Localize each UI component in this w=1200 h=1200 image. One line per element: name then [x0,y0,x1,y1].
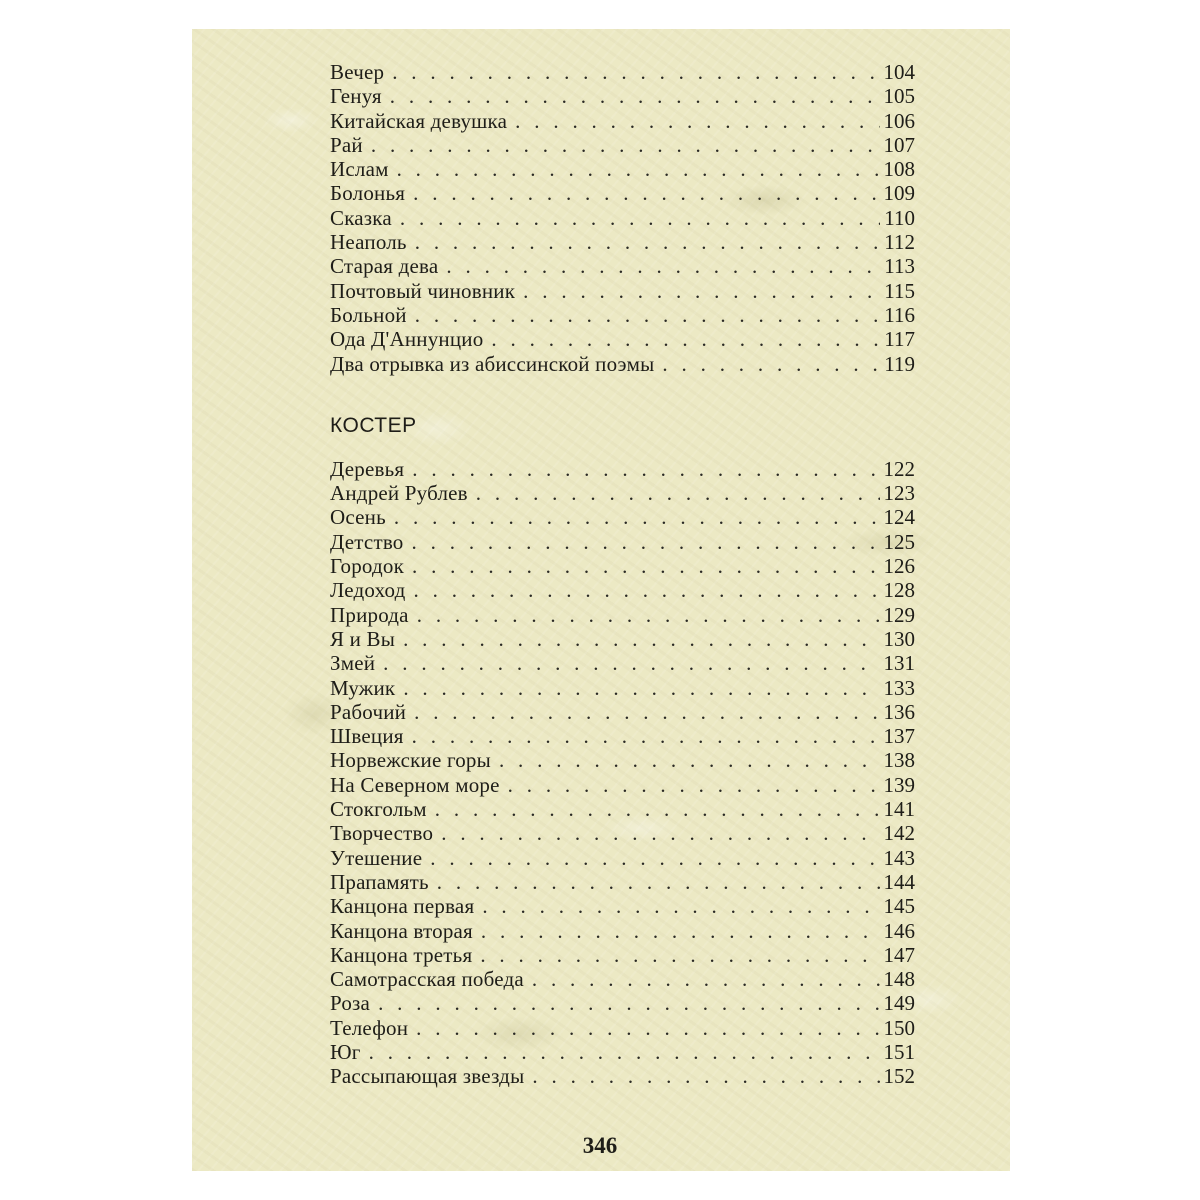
toc-entry-title: На Северном море [330,772,500,797]
toc-entry-title: Канцона вторая [330,918,473,943]
dot-leader [482,894,879,918]
dot-leader [415,230,881,254]
toc-entry-page: 112 [884,230,915,255]
toc-entry-page: 129 [883,602,915,627]
toc-entry-page: 106 [883,108,915,133]
toc-entry-title: Змей [330,651,376,676]
toc-entry [330,327,915,351]
toc-list-part-2 [330,457,915,1089]
toc-entry [330,230,915,254]
toc-entry-page: 147 [883,942,915,967]
toc-entry-title: Ледоход [330,578,406,603]
toc-entry [330,627,915,651]
toc-entry-title: Швеция [330,724,404,749]
toc-entry-title: Мужик [330,675,396,700]
toc-entry-title: Норвежские горы [330,748,491,773]
toc-entry-page: 122 [883,456,915,481]
toc-entry [330,206,915,230]
toc-entry [330,157,915,181]
dot-leader [412,530,880,554]
toc-entry [330,352,915,376]
toc-entry-page: 126 [883,554,915,579]
toc-entry-page: 136 [883,699,915,724]
toc-entry-title: Рай [330,132,363,157]
toc-entry [330,279,915,303]
toc-entry-page: 125 [883,529,915,554]
toc-entry [330,1040,915,1064]
dot-leader [414,578,880,602]
dot-leader [437,870,880,894]
toc-entry-title: Ислам [330,157,389,182]
toc-entry [330,821,915,845]
toc-entry-page: 109 [883,181,915,206]
toc-entry-page: 137 [883,724,915,749]
toc-entry-title: Болонья [330,181,406,206]
dot-leader [416,1016,879,1040]
toc-entry-page: 145 [883,894,915,919]
toc-entry-page: 144 [883,869,915,894]
toc-entry-page: 143 [883,845,915,870]
dot-leader [499,748,880,772]
toc-entry [330,991,915,1015]
toc-entry [330,60,915,84]
dot-leader [480,943,879,967]
dot-leader [369,1040,880,1064]
toc-entry-title: Роза [330,991,371,1016]
toc-entry-title: Андрей Рублев [330,481,468,506]
toc-entry-title: Вечер [330,60,385,84]
toc-entry-title: Городок [330,554,404,579]
dot-leader [417,603,880,627]
toc-entry-page: 139 [883,772,915,797]
toc-entry-title: Природа [330,602,409,627]
dot-leader [412,724,880,748]
section-heading-wrap [330,414,915,438]
dot-leader [476,481,880,505]
toc-entry [330,846,915,870]
page-number: 346 [582,1133,618,1158]
toc-entry-title: Сказка [330,205,392,230]
dot-leader [392,60,879,84]
dot-leader [378,991,879,1015]
toc-entry-page: 108 [883,157,915,182]
toc-entry-page: 128 [883,578,915,603]
dot-leader [532,967,880,991]
dot-leader [412,554,880,578]
toc-entry-page: 104 [883,60,915,84]
toc-entry-page: 152 [883,1064,915,1089]
toc-entry [330,943,915,967]
toc-entry-title: Стокгольм [330,797,427,822]
toc-list-part-1 [330,60,915,376]
toc-entry-title: Деревья [330,456,405,481]
toc-entry-page: 123 [883,481,915,506]
toc-entry-title: Генуя [330,84,382,109]
toc-entry-page: 107 [883,132,915,157]
toc-entry-page: 150 [883,1015,915,1040]
toc-entry [330,919,915,943]
dot-leader [414,700,879,724]
table-of-contents [330,60,915,1089]
toc-entry-page: 142 [883,821,915,846]
toc-entry-title: Телефон [330,1015,409,1040]
toc-entry [330,724,915,748]
toc-entry-title: Я и Вы [330,626,396,651]
toc-entry [330,967,915,991]
dot-leader [481,919,880,943]
dot-leader [403,627,879,651]
toc-entry-page: 151 [883,1039,915,1064]
toc-entry [330,797,915,821]
toc-entry [330,254,915,278]
toc-entry [330,505,915,529]
dot-leader [403,676,879,700]
toc-entry [330,676,915,700]
toc-entry [330,1016,915,1040]
toc-entry [330,530,915,554]
toc-entry-page: 105 [883,84,915,109]
dot-leader [390,84,880,108]
toc-entry-title: Творчество [330,821,434,846]
toc-entry-title: Утешение [330,845,423,870]
toc-entry-title: Детство [330,529,404,554]
toc-entry [330,603,915,627]
toc-entry-page: 113 [884,254,915,279]
toc-entry [330,651,915,675]
toc-entry [330,773,915,797]
toc-entry-title: Канцона третья [330,942,473,967]
dot-leader [662,352,880,376]
toc-entry-title: Ода Д'Аннунцио [330,327,484,352]
toc-entry [330,554,915,578]
dot-leader [412,457,879,481]
toc-entry-title: Юг [330,1039,361,1064]
toc-entry [330,133,915,157]
toc-entry [330,303,915,327]
toc-entry-page: 141 [883,797,915,822]
toc-entry [330,870,915,894]
toc-entry-title: Прапамять [330,869,429,894]
section-heading: КОСТЕР [330,413,417,437]
toc-entry-page: 130 [883,626,915,651]
toc-entry-page: 148 [883,967,915,992]
dot-leader [441,821,879,845]
toc-entry [330,894,915,918]
toc-entry-page: 115 [884,278,915,303]
toc-entry-title: Самотрасская победа [330,967,524,992]
dot-leader [515,109,879,133]
toc-entry-title: Два отрывка из абиссинской поэмы [330,351,655,376]
toc-entry [330,457,915,481]
toc-entry-title: Рассыпающая звезды [330,1064,525,1089]
toc-entry [330,181,915,205]
toc-entry [330,1064,915,1088]
toc-entry-page: 149 [883,991,915,1016]
toc-entry-title: Канцона первая [330,894,475,919]
dot-leader [508,773,880,797]
toc-entry-title: Неаполь [330,230,407,255]
toc-entry-title: Больной [330,302,407,327]
toc-entry [330,578,915,602]
dot-leader [383,651,879,675]
dot-leader [430,846,879,870]
dot-leader [397,157,880,181]
toc-entry-page: 138 [883,748,915,773]
toc-entry-page: 124 [883,505,915,530]
toc-entry-page: 116 [884,302,915,327]
toc-entry [330,109,915,133]
toc-entry [330,481,915,505]
toc-entry-page: 133 [883,675,915,700]
dot-leader [394,505,880,529]
toc-entry-title: Осень [330,505,386,530]
dot-leader [491,327,880,351]
dot-leader [413,181,879,205]
dot-leader [532,1064,879,1088]
toc-entry-page: 110 [884,205,915,230]
toc-entry-page: 131 [883,651,915,676]
toc-entry [330,748,915,772]
toc-entry-title: Старая дева [330,254,439,279]
dot-leader [446,254,880,278]
toc-entry-title: Китайская девушка [330,108,508,133]
dot-leader [523,279,880,303]
toc-entry [330,700,915,724]
dot-leader [435,797,880,821]
dot-leader [400,206,880,230]
toc-entry-title: Почтовый чиновник [330,278,516,303]
toc-entry-page: 119 [884,351,915,376]
dot-leader [415,303,881,327]
toc-entry [330,84,915,108]
toc-entry-page: 146 [883,918,915,943]
dot-leader [371,133,880,157]
toc-entry-title: Рабочий [330,699,407,724]
toc-entry-page: 117 [884,327,915,352]
